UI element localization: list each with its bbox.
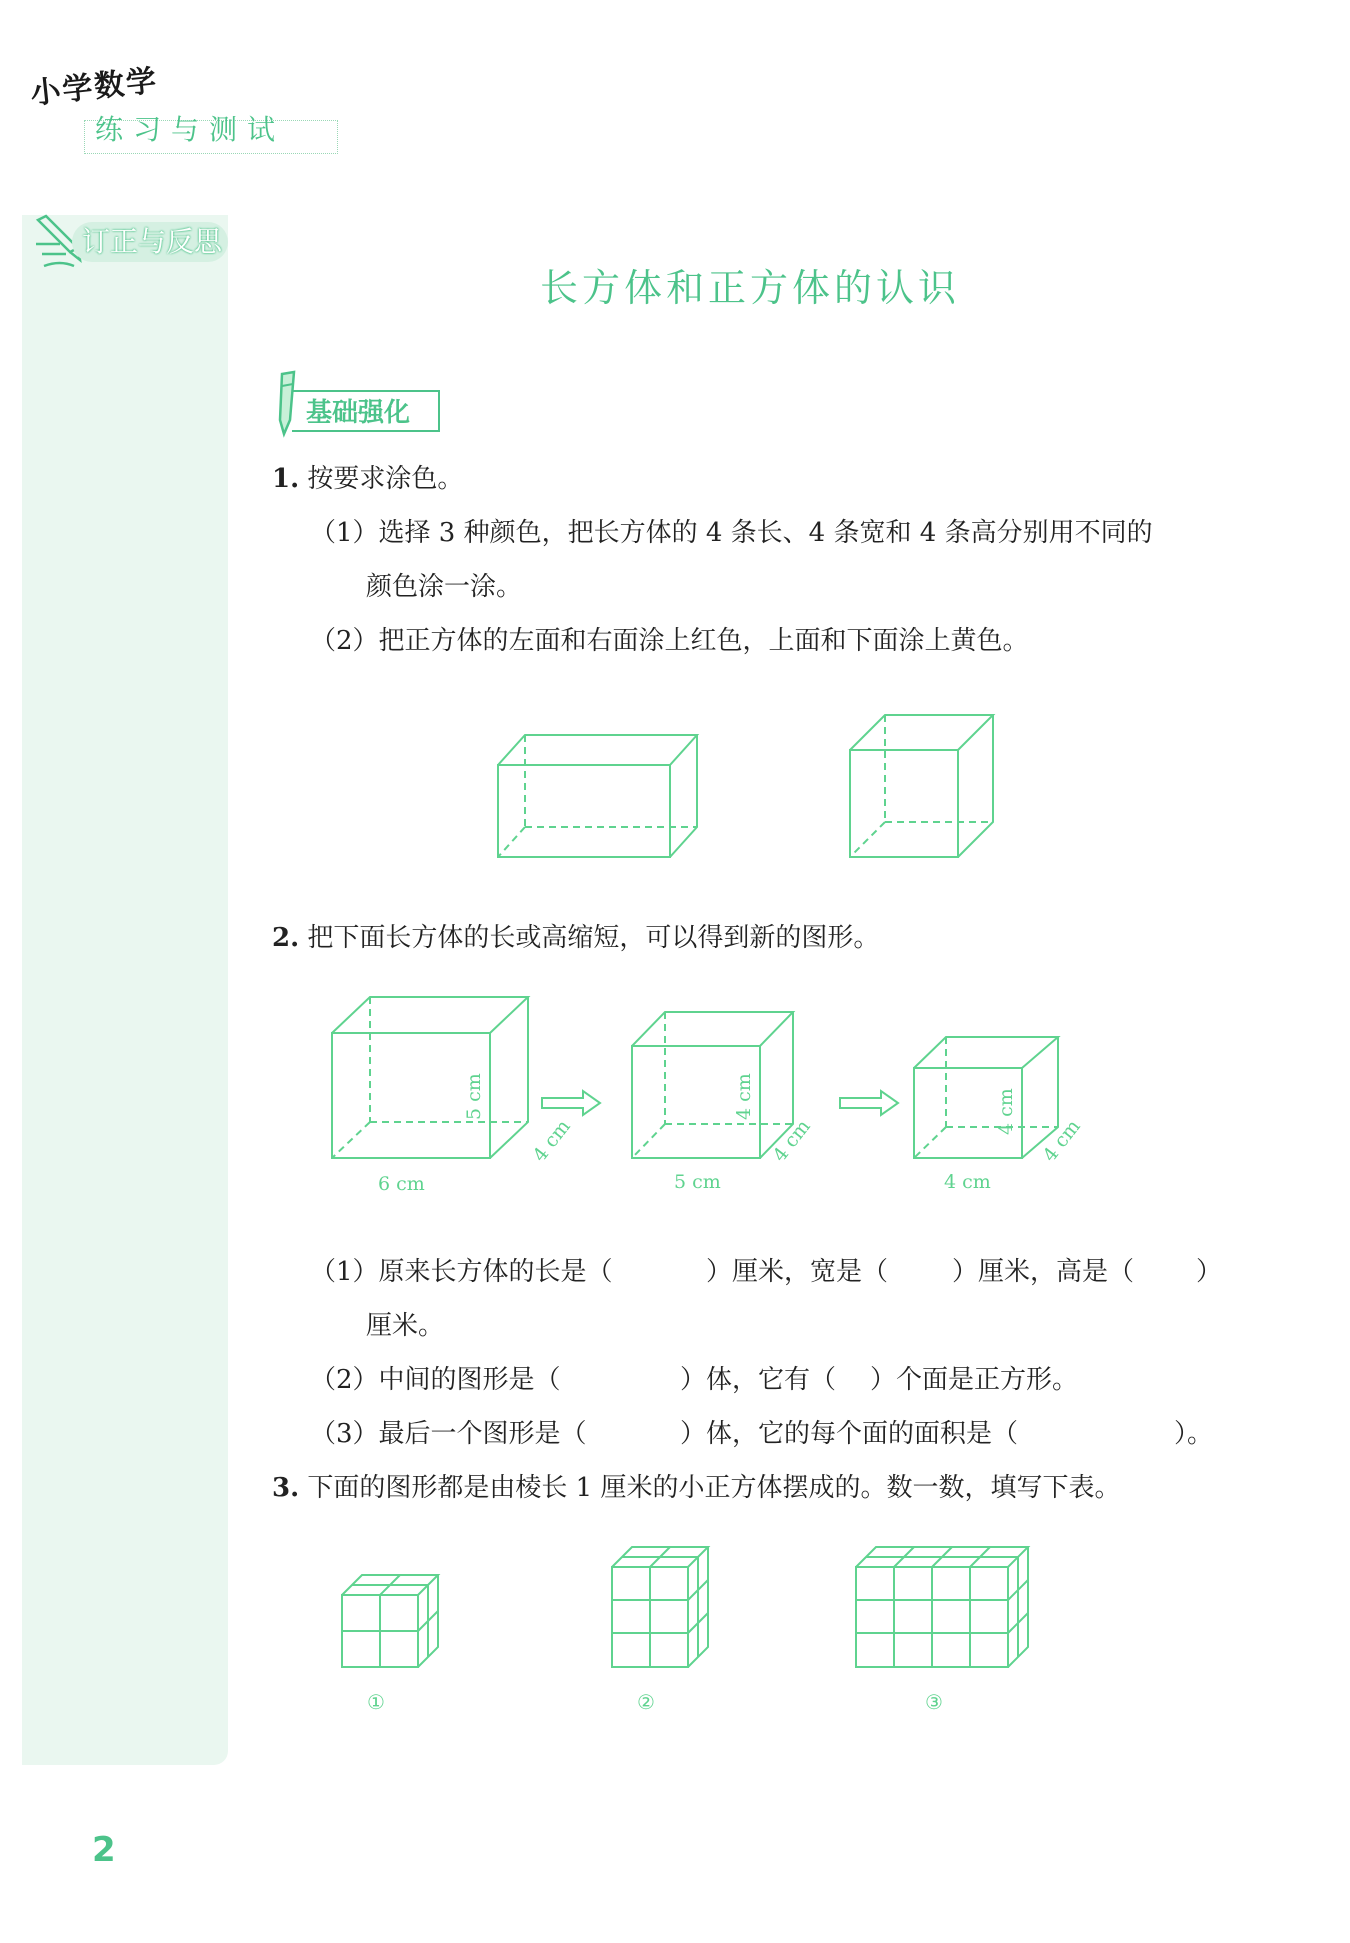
fig2-length-label: 5 cm <box>674 1171 721 1193</box>
book-title: 小学数学 <box>28 63 160 112</box>
section-tag: 基础强化 <box>292 390 440 432</box>
q2-sub1-part-b: ）厘米，宽是（ <box>706 1257 889 1287</box>
cuboid-5-4-4 <box>632 1012 793 1158</box>
q1-figures <box>480 700 1020 870</box>
cube-stack-4x2x3 <box>856 1547 1028 1667</box>
q1-sub1-line2: 颜色涂一涂。 <box>366 572 523 602</box>
q1-sub1-line1: （1）选择 3 种颜色，把长方体的 4 条长、4 条宽和 4 条高分别用不同的 <box>310 518 1153 548</box>
correction-sidebar <box>22 215 228 1765</box>
q2-sub3-part-b: ）体，它的每个面的面积是（ <box>680 1419 1019 1449</box>
fig3-width-label: 4 cm <box>1038 1115 1085 1167</box>
q2-sub2-part-a: （2）中间的图形是（ <box>310 1365 561 1395</box>
page-title: 长方体和正方体的认识 <box>540 266 961 310</box>
q2-sub1-part-a: （1）原来长方体的长是（ <box>310 1257 613 1287</box>
fig2-height-label: 4 cm <box>733 1073 755 1120</box>
question-text: 下面的图形都是由棱长 1 厘米的小正方体摆成的。数一数，填写下表。 <box>307 1473 1121 1503</box>
cube-stack-2x2x3 <box>612 1547 708 1667</box>
correction-tag: 订正与反思 <box>72 222 228 262</box>
cube-stack-2x2x2 <box>342 1575 438 1667</box>
q2-figures <box>310 985 1085 1205</box>
figure-label-1: ① <box>367 1690 385 1714</box>
question-number: 1. <box>272 464 300 494</box>
figure-label-2: ② <box>637 1690 655 1714</box>
question-3 <box>272 1467 1121 1504</box>
question-number: 3. <box>272 1473 300 1503</box>
q2-sub2-part-b: ）体，它有（ <box>680 1365 837 1395</box>
arrow-right-icon <box>840 1091 898 1115</box>
cube-figure <box>850 715 993 857</box>
q1-sub2: （2）把正方体的左面和右面涂上红色，上面和下面涂上黄色。 <box>310 626 1029 656</box>
q3-figures <box>330 1525 1060 1725</box>
cuboid-figure <box>498 735 697 857</box>
figure-label-3: ③ <box>925 1690 943 1714</box>
q2-sub1-part-d: ） <box>1196 1257 1223 1287</box>
fig1-width-label: 4 cm <box>528 1115 575 1167</box>
fig3-height-label: 4 cm <box>995 1088 1017 1135</box>
q2-sub3-part-c: ）。 <box>1174 1419 1214 1449</box>
book-subtitle: 练习与测试 <box>95 113 286 146</box>
fig1-height-label: 5 cm <box>463 1073 485 1120</box>
question-number: 2. <box>272 923 300 953</box>
q2-sub2-part-c: ）个面是正方形。 <box>870 1365 1079 1395</box>
q2-sub1-part-c: ）厘米，高是（ <box>952 1257 1135 1287</box>
fig1-length-label: 6 cm <box>378 1173 425 1195</box>
cube-4-4-4 <box>914 1037 1058 1158</box>
question-1 <box>272 458 463 495</box>
question-2 <box>272 917 879 954</box>
question-text: 把下面长方体的长或高缩短，可以得到新的图形。 <box>307 923 880 953</box>
page-number: 2 <box>92 1830 116 1870</box>
q2-sub3-part-a: （3）最后一个图形是（ <box>310 1419 587 1449</box>
fig3-length-label: 4 cm <box>944 1171 991 1193</box>
arrow-right-icon <box>542 1091 600 1115</box>
fig2-width-label: 4 cm <box>768 1115 815 1167</box>
cuboid-6-4-5 <box>332 997 528 1158</box>
q2-sub1-line2: 厘米。 <box>366 1311 445 1341</box>
question-text: 按要求涂色。 <box>307 464 464 494</box>
